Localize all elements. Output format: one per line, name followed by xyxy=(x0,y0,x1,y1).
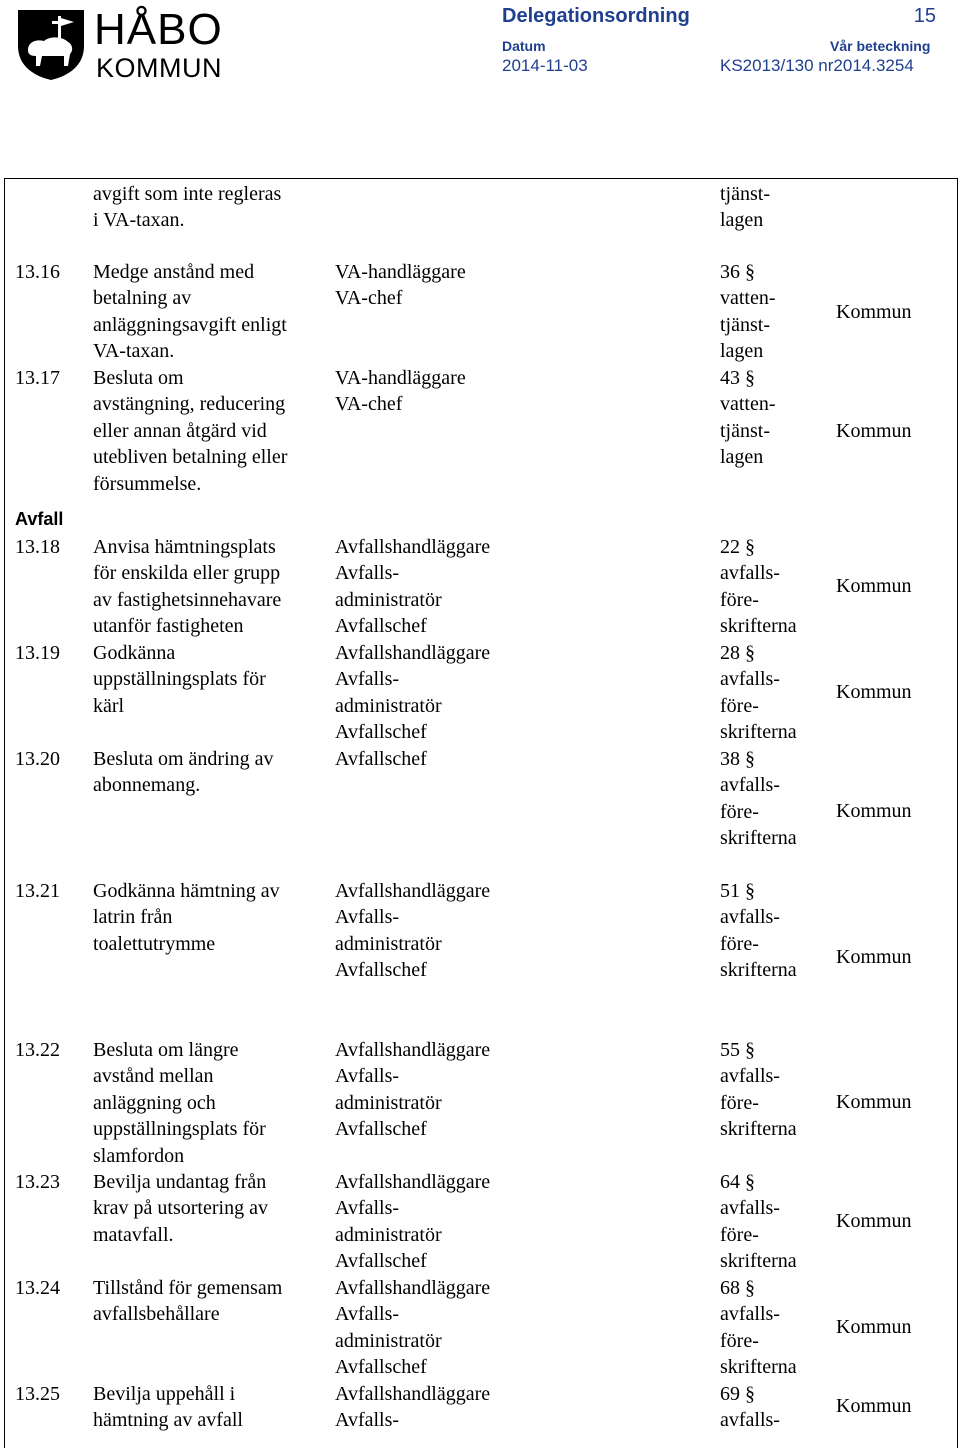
document-title: Delegationsordning xyxy=(502,5,690,27)
decision-level-cell: Kommun xyxy=(836,800,912,822)
matter-cell xyxy=(93,746,274,799)
law-reference-cell xyxy=(720,746,797,852)
delegate-cell-line: Avfallshandläggare xyxy=(335,1383,491,1405)
delegate-cell xyxy=(335,878,490,984)
row-number: 13.17 xyxy=(15,367,60,389)
matter-cell-line: abonnemang. xyxy=(93,774,201,797)
law-reference-cell-line: före- xyxy=(720,932,759,955)
law-reference-cell-line: avfalls- xyxy=(720,774,780,797)
decision-level-cell: Kommun xyxy=(836,1316,912,1338)
delegate-cell xyxy=(335,1381,490,1434)
logo-wordmark-kommun: KOMMUN xyxy=(96,53,222,83)
law-reference-cell-line: 64 § xyxy=(720,1171,755,1193)
delegate-cell-line: Avfallschef xyxy=(335,1250,427,1273)
delegate-cell-line: Avfalls- xyxy=(335,906,400,929)
page-number: 15 xyxy=(913,5,936,27)
delegate-cell-line: Avfalls- xyxy=(335,1197,400,1220)
delegate-cell-line: Avfalls- xyxy=(335,562,400,585)
delegate-cell-line: administratör xyxy=(335,1223,442,1246)
law-reference-cell xyxy=(720,640,797,746)
matter-cell-line: av fastighetsinnehavare xyxy=(93,588,282,611)
decision-level-cell: Kommun xyxy=(836,420,912,442)
delegate-cell-line: Avfallshandläggare xyxy=(335,1039,491,1061)
law-reference-cell-line: skrifterna xyxy=(720,1356,797,1379)
matter-cell xyxy=(93,1275,282,1328)
matter-cell-line: krav på utsortering av xyxy=(93,1197,268,1220)
delegate-cell-line: administratör xyxy=(335,588,442,611)
section-heading-avfall: Avfall xyxy=(15,509,64,529)
law-reference-cell-line: avfalls- xyxy=(720,1303,780,1326)
delegate-cell-line: VA-chef xyxy=(335,393,403,416)
law-reference-cell-line: vatten- xyxy=(720,393,776,416)
row-number: 13.24 xyxy=(15,1277,60,1299)
law-reference-cell-line: före- xyxy=(720,694,759,717)
delegate-cell-line: VA-handläggare xyxy=(335,261,466,283)
law-reference-cell-line: 22 § xyxy=(720,536,755,558)
law-reference-cell xyxy=(720,365,776,471)
delegate-cell xyxy=(335,1037,490,1143)
row-number: 13.20 xyxy=(15,748,60,770)
matter-cell xyxy=(93,640,266,719)
law-reference-cell-line: 38 § xyxy=(720,748,755,770)
delegate-cell-line: administratör xyxy=(335,1329,442,1352)
delegate-cell-line: Avfallschef xyxy=(335,959,427,982)
decision-level-cell: Kommun xyxy=(836,946,912,968)
law-reference-cell-line: lagen xyxy=(720,209,764,232)
decision-level-cell: Kommun xyxy=(836,1091,912,1113)
matter-cell-line: anläggning och xyxy=(93,1091,216,1114)
matter-cell xyxy=(93,365,287,497)
matter-cell-line: kärl xyxy=(93,694,125,717)
matter-cell-line: betalning av xyxy=(93,287,192,310)
delegate-cell-line: administratör xyxy=(335,932,442,955)
decision-level-cell: Kommun xyxy=(836,1210,912,1232)
law-reference-cell-line: skrifterna xyxy=(720,959,797,982)
law-reference-cell-line: avfalls- xyxy=(720,668,780,691)
matter-cell-line: avstängning, reducering xyxy=(93,393,286,416)
law-reference-cell-line: lagen xyxy=(720,446,764,469)
law-reference-cell xyxy=(720,534,797,640)
matter-cell-line: uppställningsplats för xyxy=(93,668,266,691)
matter-cell-line: Bevilja undantag från xyxy=(93,1171,267,1193)
row-number: 13.19 xyxy=(15,642,60,664)
law-reference-cell-line: lagen xyxy=(720,340,764,363)
row-number: 13.18 xyxy=(15,536,60,558)
matter-cell-line: Besluta om ändring av xyxy=(93,748,274,770)
delegate-cell xyxy=(335,1169,490,1275)
delegate-cell xyxy=(335,365,466,418)
law-reference-cell-line: avfalls- xyxy=(720,1065,780,1088)
law-reference-cell xyxy=(720,181,770,234)
law-reference-cell-line: 55 § xyxy=(720,1039,755,1061)
delegate-cell-line: Avfallshandläggare xyxy=(335,1277,491,1299)
law-reference-cell-line: avfalls- xyxy=(720,562,780,585)
delegate-cell xyxy=(335,640,490,746)
law-reference-cell-line: skrifterna xyxy=(720,1250,797,1273)
law-reference-cell-line: 36 § xyxy=(720,261,755,283)
delegate-cell-line: Avfallshandläggare xyxy=(335,880,491,902)
law-reference-cell-line: före- xyxy=(720,1223,759,1246)
delegate-cell-line: administratör xyxy=(335,694,442,717)
law-reference-cell-line: skrifterna xyxy=(720,827,797,850)
law-reference-cell-line: tjänst- xyxy=(720,313,770,336)
matter-cell-line: anläggningsavgift enligt xyxy=(93,313,287,336)
matter-cell-line: latrin från xyxy=(93,906,173,929)
delegate-cell-line: Avfallshandläggare xyxy=(335,1171,491,1193)
matter-cell xyxy=(93,1169,268,1248)
law-reference-cell-line: före- xyxy=(720,1329,759,1352)
law-reference-cell xyxy=(720,259,776,365)
delegate-cell-line: Avfallschef xyxy=(335,1356,427,1379)
decision-level-cell: Kommun xyxy=(836,681,912,703)
matter-cell-line: slamfordon xyxy=(93,1144,185,1167)
law-reference-cell-line: avfalls- xyxy=(720,1197,780,1220)
row-number: 13.23 xyxy=(15,1171,60,1193)
matter-cell-line: Anvisa hämtningsplats xyxy=(93,536,276,558)
law-reference-cell-line: skrifterna xyxy=(720,721,797,744)
delegate-cell xyxy=(335,534,490,640)
law-reference-cell-line: före- xyxy=(720,588,759,611)
logo-wordmark-habo: HÅBO xyxy=(94,5,223,54)
law-reference-cell-line: 68 § xyxy=(720,1277,755,1299)
matter-cell-line: utanför fastigheten xyxy=(93,615,244,638)
delegate-cell-line: Avfallschef xyxy=(335,1118,427,1141)
law-reference-cell-line: 43 § xyxy=(720,367,755,389)
matter-cell-line: hämtning av avfall xyxy=(93,1409,243,1432)
law-reference-cell-line: avfalls- xyxy=(720,1409,780,1432)
law-reference-cell-line: före- xyxy=(720,1091,759,1114)
matter-cell-line: Godkänna xyxy=(93,642,176,664)
delegate-cell-line: Avfalls- xyxy=(335,1409,400,1432)
delegate-cell-line: VA-chef xyxy=(335,287,403,310)
delegate-cell-line: Avfalls- xyxy=(335,1065,400,1088)
law-reference-cell-line: 28 § xyxy=(720,642,755,664)
delegate-cell-line: Avfallschef xyxy=(335,748,427,770)
matter-cell-line: för enskilda eller grupp xyxy=(93,562,281,585)
matter-cell-line: avstånd mellan xyxy=(93,1065,214,1088)
matter-cell-line: Medge anstånd med xyxy=(93,261,255,283)
delegate-cell-line: Avfalls- xyxy=(335,1303,400,1326)
matter-cell-line: Besluta om längre xyxy=(93,1039,239,1061)
law-reference-cell-line: tjänst- xyxy=(720,419,770,442)
matter-cell-line: Godkänna hämtning av xyxy=(93,880,280,902)
decision-level-cell: Kommun xyxy=(836,575,912,597)
matter-cell-line: avgift som inte regleras xyxy=(93,183,282,205)
delegate-cell-line: Avfallschef xyxy=(335,721,427,744)
row-number: 13.22 xyxy=(15,1039,60,1061)
law-reference-cell-line: avfalls- xyxy=(720,906,780,929)
row-number: 13.16 xyxy=(15,261,60,283)
law-reference-cell xyxy=(720,1275,797,1381)
matter-cell xyxy=(93,878,280,957)
matter-cell xyxy=(93,181,281,234)
matter-cell-line: i VA-taxan. xyxy=(93,209,185,232)
matter-cell xyxy=(93,1381,243,1434)
matter-cell-line: matavfall. xyxy=(93,1223,174,1246)
law-reference-cell xyxy=(720,878,797,984)
delegate-cell-line: Avfallshandläggare xyxy=(335,642,491,664)
law-reference-cell xyxy=(720,1381,780,1434)
matter-cell-line: utebliven betalning eller xyxy=(93,446,288,469)
delegate-cell-line: Avfalls- xyxy=(335,668,400,691)
coat-of-arms-icon xyxy=(14,6,88,82)
law-reference-cell-line: 51 § xyxy=(720,880,755,902)
matter-cell-line: toalettutrymme xyxy=(93,932,216,955)
matter-cell-line: avfallsbehållare xyxy=(93,1303,220,1326)
matter-cell xyxy=(93,534,281,640)
law-reference-cell-line: vatten- xyxy=(720,287,776,310)
decision-level-cell: Kommun xyxy=(836,301,912,323)
law-reference-cell-line: före- xyxy=(720,800,759,823)
delegate-cell-line: VA-handläggare xyxy=(335,367,466,389)
law-reference-cell-line: 69 § xyxy=(720,1383,755,1405)
matter-cell-line: försummelse. xyxy=(93,472,202,495)
reference-value: KS2013/130 nr2014.3254 xyxy=(720,56,914,75)
delegate-cell xyxy=(335,1275,490,1381)
law-reference-cell-line: skrifterna xyxy=(720,1118,797,1141)
row-number: 13.25 xyxy=(15,1383,60,1405)
law-reference-cell-line: skrifterna xyxy=(720,615,797,638)
date-value: 2014-11-03 xyxy=(502,56,588,75)
decision-level-cell: Kommun xyxy=(836,1395,912,1417)
delegate-cell-line: Avfallshandläggare xyxy=(335,536,491,558)
law-reference-cell xyxy=(720,1037,797,1143)
delegate-cell-line: Avfallschef xyxy=(335,615,427,638)
matter-cell-line: Tillstånd för gemensam xyxy=(93,1277,283,1299)
matter-cell-line: eller annan åtgärd vid xyxy=(93,419,267,442)
row-number: 13.21 xyxy=(15,880,60,902)
matter-cell-line: VA-taxan. xyxy=(93,340,175,363)
date-label: Datum xyxy=(502,38,546,54)
reference-label: Vår beteckning xyxy=(830,38,931,54)
delegate-cell xyxy=(335,259,466,312)
matter-cell-line: uppställningsplats för xyxy=(93,1118,266,1141)
kommun-logo xyxy=(14,6,230,86)
law-reference-cell xyxy=(720,1169,797,1275)
law-reference-cell-line: tjänst- xyxy=(720,183,770,205)
matter-cell-line: Besluta om xyxy=(93,367,184,389)
delegate-cell-line: administratör xyxy=(335,1091,442,1114)
matter-cell xyxy=(93,1037,266,1169)
delegate-cell xyxy=(335,746,427,772)
matter-cell-line: Bevilja uppehåll i xyxy=(93,1383,236,1405)
matter-cell xyxy=(93,259,287,365)
